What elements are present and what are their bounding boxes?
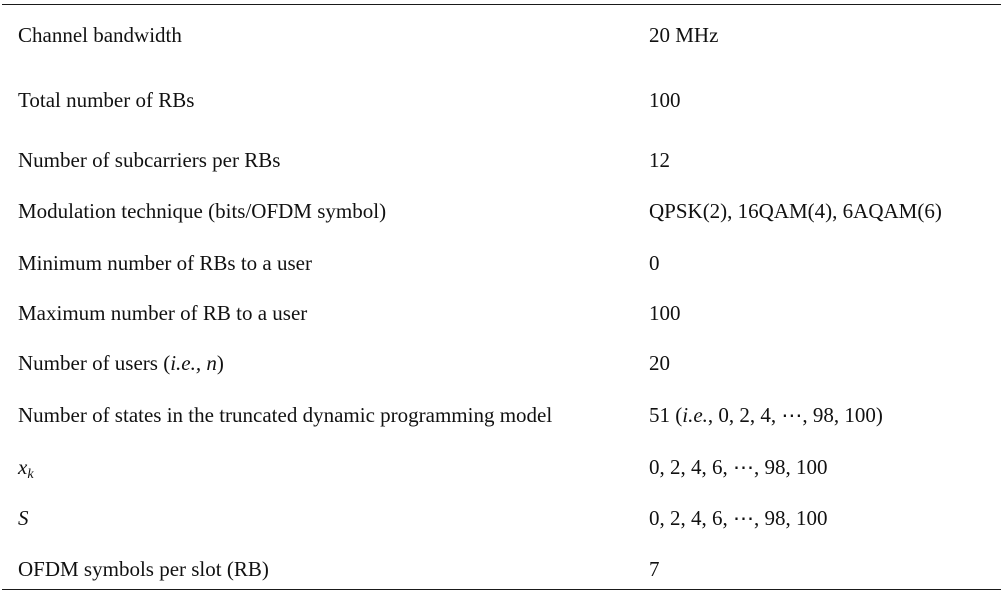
table-row (2, 298, 1001, 328)
parameter-cell: Modulation technique (bits/OFDM symbol) (18, 199, 387, 223)
table-row (2, 554, 1001, 584)
value-text: , 0, 2, 4, ⋯, 98, 100) (707, 403, 883, 427)
table-row (2, 20, 1001, 50)
table-row (2, 400, 1001, 430)
parameter-cell: Number of states in the truncated dynamic programming model (18, 403, 553, 427)
parameter-cell: Minimum number of RBs to a user (18, 251, 312, 275)
value-cell: 7 (649, 557, 660, 581)
value-cell (649, 400, 883, 430)
parameter-table (2, 4, 1001, 587)
symbol-x: x (18, 455, 28, 479)
value-cell: 0, 2, 4, 6, ⋯, 98, 100 (649, 506, 828, 530)
value-italic-text: i.e. (682, 403, 708, 427)
parameter-cell (18, 503, 29, 533)
table-row (2, 196, 1001, 226)
table-row (2, 248, 1001, 278)
parameter-cell: OFDM symbols per slot (RB) (18, 557, 269, 581)
table-row (2, 145, 1001, 175)
symbol-s: S (18, 506, 29, 530)
value-cell: 100 (649, 88, 681, 112)
value-text: 51 ( (649, 403, 683, 427)
value-cell: QPSK(2), 16QAM(4), 6AQAM(6) (649, 199, 942, 223)
value-cell: 100 (649, 301, 681, 325)
parameter-italic-text: i.e., n (170, 351, 217, 375)
table-row (2, 85, 1001, 115)
table-row (2, 503, 1001, 533)
value-cell: 0 (649, 251, 660, 275)
parameter-text: ) (216, 351, 224, 375)
value-cell: 0, 2, 4, 6, ⋯, 98, 100 (649, 455, 828, 479)
parameter-cell: Maximum number of RB to a user (18, 301, 308, 325)
parameter-text: Number of users ( (18, 351, 171, 375)
table-row (2, 452, 1001, 482)
table-bottom-rule (2, 589, 1001, 590)
table-body (2, 5, 1001, 587)
table-row (2, 348, 1001, 378)
parameter-cell: Number of subcarriers per RBs (18, 148, 281, 172)
parameter-cell (18, 452, 34, 482)
value-cell: 20 (649, 351, 670, 375)
parameter-cell: Total number of RBs (18, 88, 195, 112)
value-cell: 20 MHz (649, 23, 719, 47)
parameter-cell (18, 348, 224, 378)
symbol-subscript-k: k (27, 467, 34, 482)
value-cell: 12 (649, 148, 670, 172)
parameter-cell: Channel bandwidth (18, 23, 182, 47)
